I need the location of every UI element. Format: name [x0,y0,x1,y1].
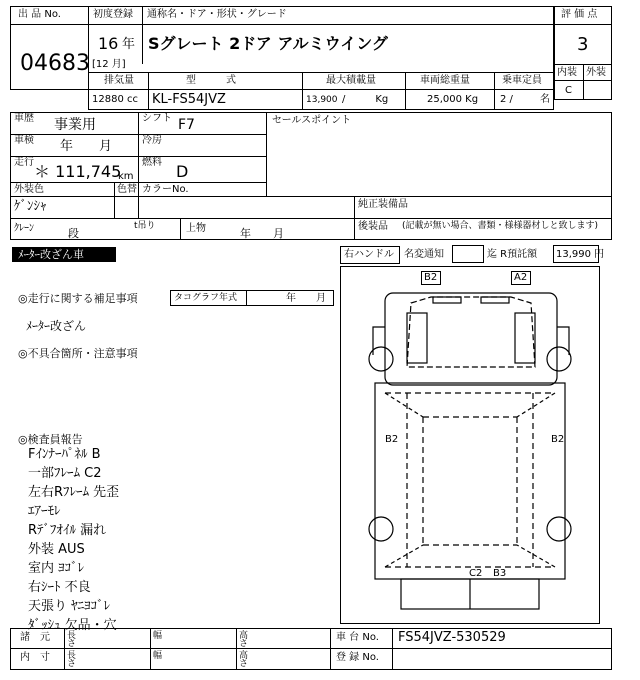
aftermarket-note: (記載が無い場合、書類・様様器材しと致します) [402,221,599,231]
grade-label: 評 価 点 [561,9,598,20]
inspector-label: ◎検査員報告 [18,433,83,446]
inspector-item: Rﾃﾞﾌｵｲﾙ 漏れ [28,523,107,538]
interior-label: 内装 [557,67,577,78]
front-left-wheel [369,347,393,371]
mark-rear-center: C2 [469,568,483,579]
exterior-label: 外装 [586,67,606,78]
history-label: 車歴 [14,113,34,124]
registration-label: 登 録 No. [336,652,379,663]
inspector-item: 一部ﾌﾚｰﾑ C2 [28,466,102,481]
displacement-label: 排気量 [104,75,134,86]
tachograph-label: タコグラフ年式 [174,293,238,303]
driving-note: ﾒｰﾀｰ改ざん [26,319,87,333]
max-load-value: 13,900 [306,95,338,105]
inspector-item: 左右Rﾌﾚｰﾑ 先歪 [28,485,120,500]
reg-year-unit: 年 [122,37,136,52]
color-code-label: カラーNo. [142,184,189,195]
color-change-label: 色替 [117,184,137,195]
mark-left-side: B2 [385,434,399,445]
mark-front-left: B2 [424,272,438,283]
model-value: KL-FS54JVZ [152,92,226,107]
interior-value: C [565,85,572,96]
width-label: 幅 [153,631,163,641]
selling-points-label: セールスポイント [272,115,352,126]
lot-label: 出 品 No. [18,9,61,20]
first-reg-label: 初度登録 [93,9,133,20]
truck-diagram [340,266,600,624]
inspection-value: 年 月 [60,139,113,154]
inspector-item: Fｲﾝﾅｰﾊﾟﾈﾙ B [28,447,101,462]
reg-month: [12 月] [92,59,126,70]
rear-right-wheel [547,517,571,541]
length-label: 長さ [67,631,77,650]
inspector-item: ｴｱｰﾓﾚ [28,504,61,519]
left-mirror [373,327,385,355]
name-label: 通称名・ドア・形状・グレード [147,9,287,20]
car-name: Sグレート 2ドア アルミウイング [148,34,388,53]
fuel-value: D [176,162,189,181]
windshield [407,297,535,367]
inspection-label: 車検 [14,135,34,146]
reg-year: 16 [98,34,119,53]
chassis-label: 車 台 No. [336,632,379,643]
driving-label: ◎走行に関する補足事項 [18,292,138,305]
fuel-label: 燃料 [142,157,162,168]
shift-label: シフト [142,113,172,124]
rear-left-wheel [369,517,393,541]
mileage-value: ＊ 111,745 [34,162,122,181]
crane-value: 段 [68,227,79,240]
steering-text: 右ハンドル [344,249,394,260]
model-label: 型 式 [186,75,236,86]
tamper-banner-text: ﾒｰﾀｰ改ざん車 [18,248,84,261]
genuine-equip-label: 純正装備品 [358,199,408,210]
aftermarket-label: 後装品 [358,221,388,232]
capacity-label: 乗車定員 [502,75,542,86]
inspector-item: ﾀﾞｯｼｭ 欠品・穴 [28,618,117,633]
displacement-value: 12880 cc [92,94,138,105]
mileage-label: 走行 [14,157,34,168]
ext-color-value: ｹﾞﾝｼｬ [14,199,47,214]
gross-label: 車両総重量 [420,75,470,86]
specs-label: 諸 元 [20,632,50,643]
gross-value: 25,000 Kg [427,94,479,105]
height-label: 高さ [239,631,249,650]
chassis-value: FS54JVZ-530529 [398,630,506,645]
crane-lift-label: t吊り [134,221,156,231]
capacity-unit: 名 [540,94,550,105]
name-change-label: 名変通知 [404,249,444,260]
upper-label: 上物 [186,223,206,234]
mark-rear-right: B3 [493,568,507,579]
cargo-body [375,383,565,579]
upper-value: 年 月 [240,227,284,240]
shift-value: F7 [178,117,195,133]
mark-front-right: A2 [514,272,528,283]
length-label-2: 長さ [67,651,77,670]
width-label-2: 幅 [153,651,163,661]
name-change-box [452,245,484,263]
footer-box [10,628,612,670]
mark-right-side: B2 [551,434,565,445]
history-value: 事業用 [54,117,96,133]
inspector-item: 外装 AUS [28,542,85,557]
max-load-label: 最大積載量 [326,75,376,86]
interior-size-label: 内 寸 [20,652,50,663]
front-right-wheel [547,347,571,371]
height-label-2: 高さ [239,651,249,670]
r-mileage-label: 迄 R預託額 [487,249,538,260]
tachograph-value: 年 月 [286,293,326,304]
inspector-item: 右ｼｰﾄ 不良 [28,580,91,595]
inspector-item: 室内 ﾖｺﾞﾚ [28,561,85,576]
crane-label: ｸﾚｰﾝ [14,223,34,234]
front-left-light [433,297,461,303]
defects-label: ◎不具合箇所・注意事項 [18,347,138,360]
ext-color-label: 外装色 [14,184,44,195]
lot-number: 04683 [20,51,90,76]
grade-value: 3 [577,34,589,55]
front-right-light [481,297,509,303]
r-mileage-value: 13,990 円 [556,249,605,260]
mileage-unit: km [118,171,134,182]
ac-label: 冷房 [142,135,162,146]
max-load-unit: / Kg [342,94,389,105]
tamper-banner [12,247,116,262]
capacity-value: 2 / [500,94,513,105]
inspector-item: 天張り ﾔﾆﾖｺﾞﾚ [28,599,111,614]
